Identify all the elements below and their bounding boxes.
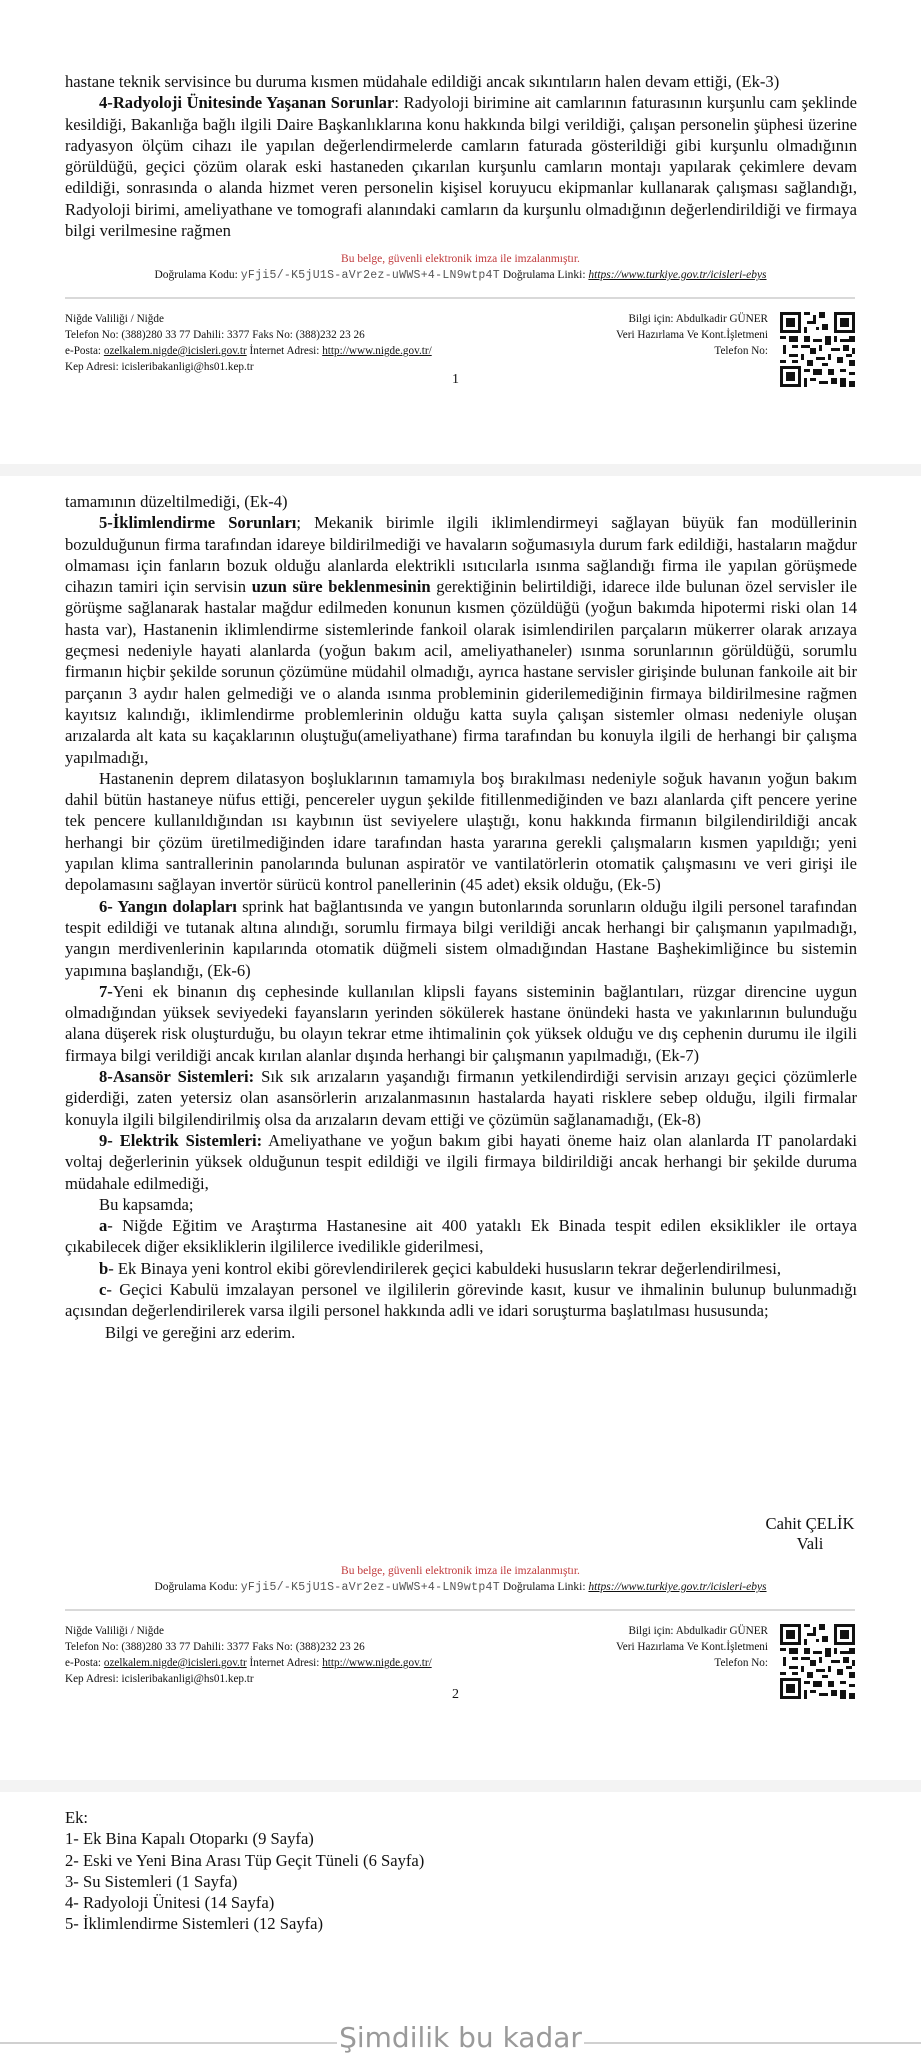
secure-signature-note: Bu belge, güvenli elektronik imza ile imzalanmıştır.	[341, 253, 580, 265]
end-of-content-divider	[0, 2018, 921, 2058]
attachment-item: 2- Eski ve Yeni Bina Arası Tüp Geçit Tüneli (6 Sayfa)	[65, 1850, 425, 1870]
verification-line: Doğrulama Kodu: yFji5/-K5jU1S-aVr2ez-uWWS+4-LN9wtp4T Doğrulama Linki: https://www.turkiye.gov.tr/icisleri-ebys	[154, 269, 767, 282]
paragraph-elektrik: 9- Elektrik Sistemleri: Ameliyathane ve yoğun bakım gibi hayati öneme haiz olan alanlarda IT panolardaki voltaj değerlerinin yüksek olduğunun tespit edildiği ve ilgili firmaya bildirildiği ancak herhangi bir şekilde duruma müdahale edilmediği,	[65, 1130, 857, 1193]
footer-info: Bilgi için: Abdulkadir GÜNER Veri Hazırlama Ve Kont.İşletmeni Telefon No:	[615, 1625, 768, 1669]
website-link[interactable]: http://www.nigde.gov.tr/	[322, 345, 432, 357]
verification-line: Doğrulama Kodu: yFji5/-K5jU1S-aVr2ez-uWWS+4-LN9wtp4T Doğrulama Linki: https://www.turkiye.gov.tr/icisleri-ebys	[154, 1581, 767, 1594]
attachment-item: 4- Radyoloji Ünitesi (14 Sayfa)	[65, 1893, 275, 1913]
paragraph-iklimlendirme: 5-İklimlendirme Sorunları; Mekanik birimle ilgili iklimlendirmeyi sağlayan büyük fan modüllerinin bozulduğunun firma tarafından idareye bildirilmediği ve havaların soğumasıyla durum fark edildiği, hastaların mağdur olmaması için fanların bozuk olduğu alanlarda elektrikli ısıtıcılarla ısınma sağlandığı firma ile yapılan görüşmede cihazın tamiri için servisin uzun süre beklenmesinin gerektiğinin belirtildiği, idarece ilde bulunan özel servisler ile görüşme sağlanarak hastalar mağdur edilmeden konunun kısmen çözüldüğü (yoğun bakımda hipotermi riski olan 14 hasta var), Hastanenin iklimlendirme sistemlerinde fankoil olarak isimlendirilen parçaların mükerrer olarak arızaya geçmesi nedeniyle hayati alanlarda (yoğun bakım acil, ameliyathaneler) ısınma sorunlarının görüldüğü, sorumlu firmanın hiçbir şekilde sorunun çözümüne müdahil olmadığı, ayrıca hastane servisler girişinde bulunan fankoile ait bir parçanın 3 aydır halen gelmediği ve o alanda ısınma probleminin giderilemediğinin firmaya bildirilmesine rağmen kayıtsız kalındığı, iklimlendirme problemlerinin olduğu katta suyla çalışan sistemler olması nedeniyle oluşan arızalarda alt kata su kaçaklarının oluştuğu(ameliyathane) firma tarafından bu konuyla ilgili de herhangi bir çalışma yapılmadığı,	[65, 513, 857, 767]
paragraph-ek3-continuation: hastane teknik servisince bu duruma kısmen müdahale edildiği ancak sıkıntıların halen devam ettiği, (Ek-3)	[65, 72, 780, 91]
attachment-item: 1- Ek Bina Kapalı Otoparkı (9 Sayfa)	[65, 1829, 314, 1849]
paragraph-item-b: b- Ek Binaya yeni kontrol ekibi görevlendirilerek geçici kabuldeki hususların tekrar değerlendirilmesi,	[99, 1258, 781, 1278]
heading-iklimlendirme: 5-İklimlendirme Sorunları	[99, 513, 297, 533]
paragraph-item-a: a- Niğde Eğitim ve Araştırma Hastanesine ait 400 yataklı Ek Binada tespit edilen eksiklikler ile ortaya çıkabilecek diğer eksikliklerin ilgililerce ivedilikle giderilmesi,	[65, 1216, 857, 1257]
attachment-item: 3- Su Sistemleri (1 Sayfa)	[65, 1871, 238, 1891]
verification-code: yFji5/-K5jU1S-aVr2ez-uWWS+4-LN9wtp4T	[240, 1581, 500, 1594]
footer-separator	[65, 297, 855, 299]
page-clip	[0, 0, 921, 70]
heading-radyoloji: 4-Radyoloji Ünitesinde Yaşanan Sorunlar	[99, 93, 395, 113]
paragraph-ek4-continuation: tamamının düzeltilmediği, (Ek-4)	[65, 492, 288, 511]
paragraph-bu-kapsamda: Bu kapsamda;	[99, 1194, 194, 1214]
page-1-body	[65, 71, 857, 241]
paragraph-item-c: c- Geçici Kabulü imzalayan personel ve ilgililerin görevinde kasıt, kusur ve ihmalinin bulunup bulunmadığı açısından değerlendirilerek varsa ilgili personel hakkında adli ve idari soruşturma başlatılması hususunda;	[65, 1279, 857, 1321]
paragraph-closing: Bilgi ve gereğini arz ederim.	[105, 1322, 296, 1342]
footer-contact: Niğde Valiliği / Niğde Telefon No: (388)280 33 77 Dahili: 3377 Faks No: (388)232 23 26 e-Posta: ozelkalem.nigde@icisleri.gov.tr İnternet Adresi: http://www.nigde.gov.tr/ Kep Adresi: icisleribakanligi@hs01.kep.tr	[65, 1625, 432, 1685]
qr-code-icon	[780, 312, 855, 387]
verification-link[interactable]: https://www.turkiye.gov.tr/icisleri-ebys	[588, 269, 767, 281]
verification-code: yFji5/-K5jU1S-aVr2ez-uWWS+4-LN9wtp4T	[240, 269, 500, 282]
page-separator	[0, 1780, 921, 1792]
signer-block	[730, 1514, 890, 1554]
heading-asansor: 8-Asansör Sistemleri:	[99, 1067, 255, 1087]
paragraph-dilatasyon: Hastanenin deprem dilatasyon boşluklarının tamamıyla boş bırakılması nedeniyle soğuk havanın yoğun bakım dahil bütün hastaneye nüfus ettiği, pencereler uygun şekilde fitillenmediğinden ve bazı alanlarda çift pencere yerine tek pencere kullanıldığından ısı kaybının üst seviyelere ulaştığı, konu hakkında firmanın bilgilendirildiği ancak herhangi bir çözüm üretilmediğinden idare tarafından hasta yararına gerekli çalışmaların kısmen yapıldığı; yeni yapılan klima santrallerinin panolarında bulunan aspiratör ve vantilatörlerin otomatik çalışmasını ve veri girişi ile depolamasını sağlayan invertör sürücü kontrol panellerinin (45 adet) eksik olduğu, (Ek-5)	[65, 768, 857, 895]
page-number-2: 2	[452, 1687, 459, 1702]
attachments-list	[65, 1807, 424, 1935]
page-separator	[0, 464, 921, 476]
end-of-content-label: Şimdilik bu kadar	[339, 2021, 582, 2054]
paragraph-yangin: 6- Yangın dolapları sprink hat bağlantısında ve yangın butonlarında sorunların olduğu ilgili personel tarafından tespit edildiği ve tutanak altına alındığı, sorumlu firmaya bilgi verildiği ancak herhangi bir çalışmanın yapılmadığı, yangın merdivenlerinin kapılarında otomatik düğmeli sistem olmadığından Hastane Başhekimliğince bu sistemin yapımına başlandığı, (Ek-6)	[65, 896, 857, 980]
page-number-1: 1	[452, 372, 459, 387]
footer-info: Bilgi için: Abdulkadir GÜNER Veri Hazırlama Ve Kont.İşletmeni Telefon No:	[615, 313, 768, 357]
heading-elektrik: 9- Elektrik Sistemleri:	[99, 1130, 263, 1150]
footer-separator	[65, 1609, 855, 1611]
paragraph-radyoloji: 4-Radyoloji Ünitesinde Yaşanan Sorunlar: Radyoloji birimine ait camlarının faturasının kurşunlu cam şeklinde kesildiği, Bakanlığa bağlı ilgili Daire Başkanlıklarına konu hakkında bilgi verildiği, çalışan personelin şüphesi üzerine radyasyon ölçüm cihazı ile yapılan değerlendirmelerde camların faturada gösterildiği gibi kurşunlu olmadığının görüldüğü, geçici çözüm olarak eski hastaneden çıkarılan kurşunlu camların montajı yapılarak çekimlere devam edildiği, sonrasında o alanda hizmet veren personelin kişisel koruyucu ekipmanlar kullanarak çalışması sağlandığı, Radyoloji birimi, ameliyathane ve tomografi alanındaki camların da kurşunlu olmadığının değerlendirildiği ve firmaya bilgi verilmesine rağmen	[65, 93, 857, 241]
qr-code-icon	[780, 1624, 855, 1699]
signer-name: Cahit ÇELİK	[765, 1514, 855, 1533]
email-link[interactable]: ozelkalem.nigde@icisleri.gov.tr	[103, 345, 247, 357]
secure-signature-note: Bu belge, güvenli elektronik imza ile imzalanmıştır.	[341, 1565, 580, 1577]
paragraph-dis-cephe: 7-Yeni ek binanın dış cephesinde kullanılan klipsli fayans sisteminin bağlantıları, rüzgar direncine uygun olmadığından yüksek seviyedeki fayansların yerinden sökülerek hastane önündeki hasta ve yakınlarının bulunduğu alana düşerek risk oluşturduğu, bu olayın tekrar etme ihtimalinin çok yüksek olduğu ve dış cephenin durumu ile ilgili firmaya bilgi verildiği ancak kırılan alanlar dışında herhangi bir çalışmanın yapılmadığı, (Ek-7)	[65, 981, 857, 1065]
footer-contact: Niğde Valiliği / Niğde Telefon No: (388)280 33 77 Dahili: 3377 Faks No: (388)232 23 26 e-Posta: ozelkalem.nigde@icisleri.gov.tr İnternet Adresi: http://www.nigde.gov.tr/ Kep Adresi: icisleribakanligi@hs01.kep.tr	[65, 313, 432, 373]
verification-link[interactable]: https://www.turkiye.gov.tr/icisleri-ebys	[588, 1581, 767, 1593]
attachments-label: Ek:	[65, 1808, 89, 1827]
heading-yangin: 6- Yangın dolapları	[99, 896, 237, 916]
email-link[interactable]: ozelkalem.nigde@icisleri.gov.tr	[103, 1657, 247, 1669]
signer-title: Vali	[796, 1534, 824, 1553]
attachment-item: 5- İklimlendirme Sistemleri (12 Sayfa)	[65, 1914, 324, 1934]
website-link[interactable]: http://www.nigde.gov.tr/	[322, 1657, 432, 1669]
page-2-body	[65, 491, 857, 1343]
paragraph-asansor: 8-Asansör Sistemleri: Sık sık arızaların yaşandığı firmanın yetkilendirdiği servisin arızayı geçici çözümlerle giderdiği, zaten yetersiz olan asansörlerin arızalanmasının hastalarda hayati risklere sebep olduğu, ilgili firmalar konuyla ilgili bilgilendirilmiş olsa da arızaların devam ettiği ve çözümün sağlanamadığı, (Ek-8)	[65, 1067, 857, 1129]
